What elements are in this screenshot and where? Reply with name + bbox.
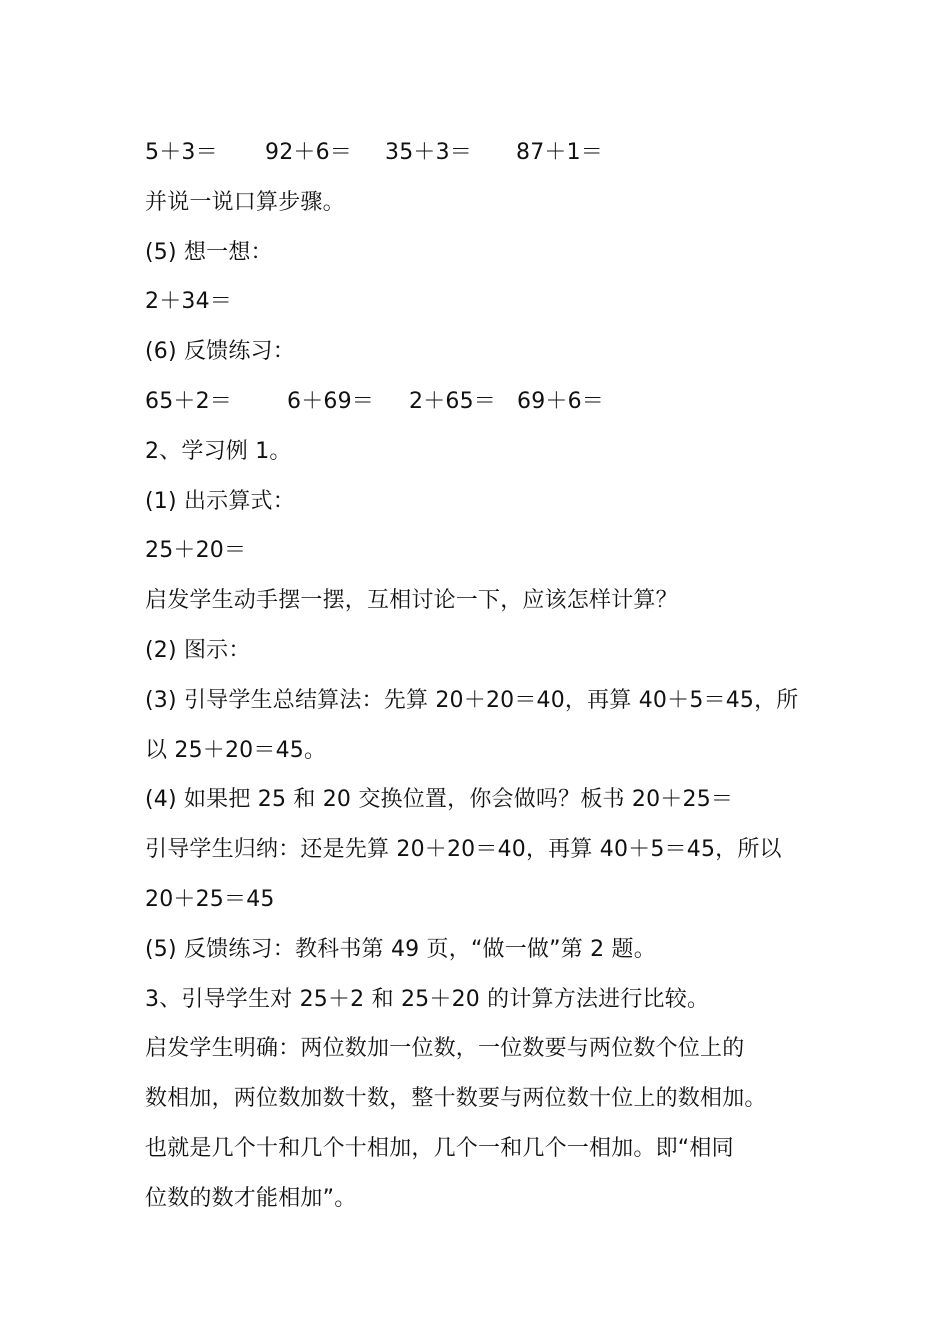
expression-line: 25＋20＝: [145, 538, 247, 564]
paragraph-line: 20＋25＝45: [145, 886, 275, 912]
paragraph-line: 以 25＋20＝45。: [145, 737, 327, 763]
expression-line: 2＋34＝: [145, 289, 232, 315]
section-heading: (6) 反馈练习：: [145, 339, 295, 365]
section-heading: 2、学习例 1。: [145, 438, 292, 464]
paragraph-line: 也就是几个十和几个十相加，几个一和几个一相加。即“相同: [145, 1135, 734, 1161]
paragraph-line: 位数的数才能相加”。: [145, 1185, 357, 1211]
section-heading: (5) 想一想：: [145, 239, 273, 265]
paragraph-line: 引导学生归纳：还是先算 20＋20＝40，再算 40＋5＝45，所以: [145, 837, 782, 863]
paragraph-line: 数相加，两位数加数十数，整十数要与两位数十位上的数相加。: [145, 1086, 767, 1112]
section-heading: (2) 图示：: [145, 637, 251, 663]
expression: 69＋6＝: [517, 388, 604, 414]
section-heading: 3、引导学生对 25＋2 和 25＋20 的计算方法进行比较。: [145, 986, 710, 1012]
expression: 2＋65＝: [409, 388, 496, 414]
paragraph-line: 启发学生明确：两位数加一位数，一位数要与两位数个位上的: [145, 1036, 745, 1062]
expression: 65＋2＝: [145, 388, 232, 414]
expression: 92＋6＝: [265, 140, 352, 165]
exercise-row-1: [145, 128, 835, 178]
paragraph-line: (5) 反馈练习：教科书第 49 页，“做一做”第 2 题。: [145, 936, 656, 962]
expression: 5＋3＝: [145, 140, 218, 165]
expression: 6＋69＝: [287, 388, 374, 414]
exercise-row-2: [145, 377, 835, 427]
paragraph-line: 并说一说口算步骤。: [145, 189, 345, 215]
expression: 35＋3＝: [385, 140, 472, 165]
paragraph-line: (3) 引导学生总结算法：先算 20＋20＝40，再算 40＋5＝45，所: [145, 687, 799, 713]
section-heading: (1) 出示算式：: [145, 488, 295, 514]
document-body: [145, 128, 835, 1224]
expression: 87＋1＝: [516, 140, 603, 165]
paragraph-line: 启发学生动手摆一摆，互相讨论一下，应该怎样计算？: [145, 588, 678, 614]
paragraph-line: (4) 如果把 25 和 20 交换位置，你会做吗？板书 20＋25＝: [145, 787, 734, 813]
